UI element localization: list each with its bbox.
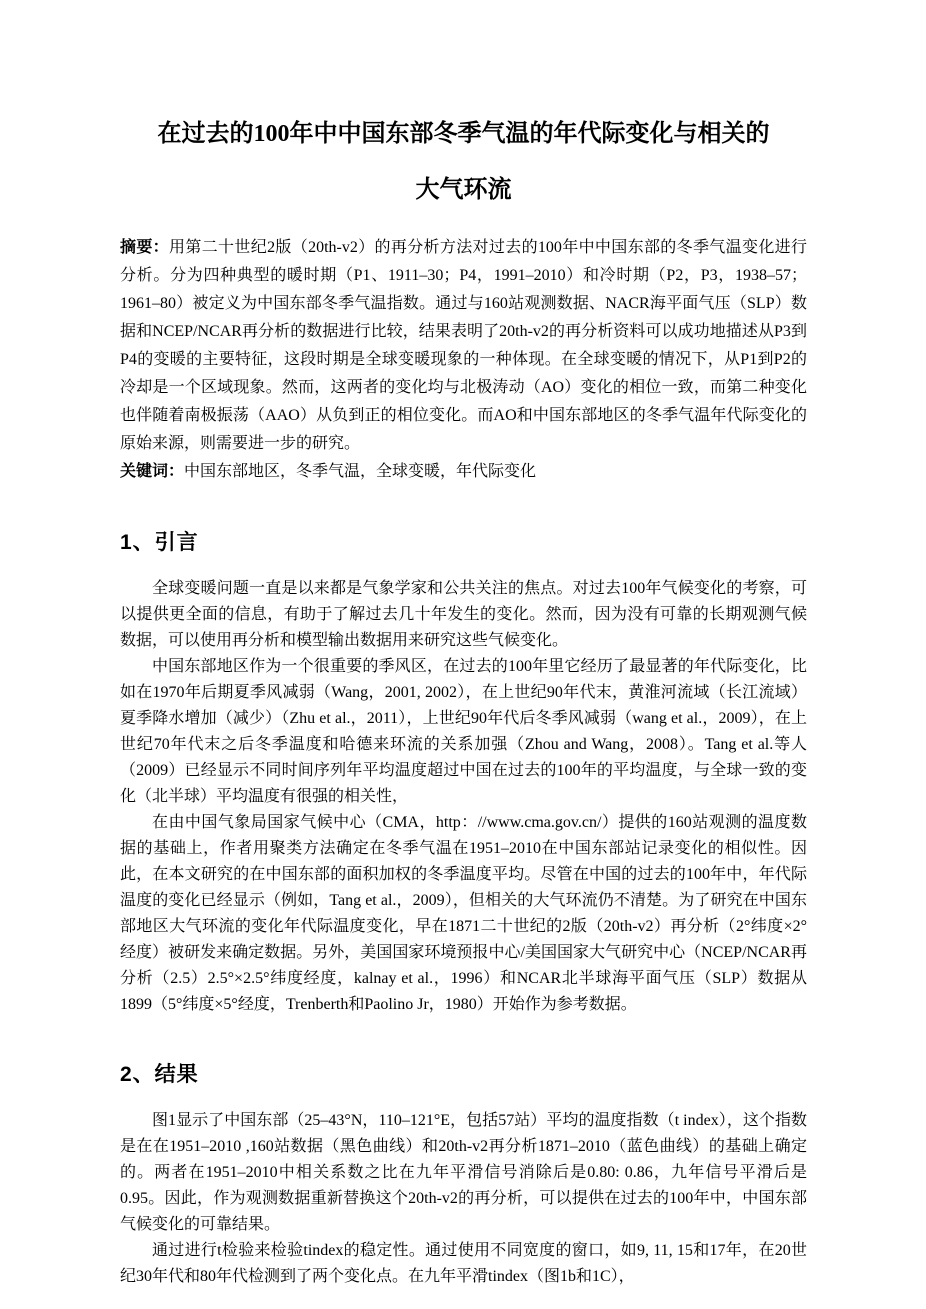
introduction-paragraph-1: 全球变暖问题一直是以来都是气象学家和公共关注的焦点。对过去100年气候变化的考察，可以提供更全面的信息，有助于了解过去几十年发生的变化。然而，因为没有可靠的长期观测气候数据，可以使用再分析和模型输出数据用来研究这些气候变化。 bbox=[120, 580, 807, 649]
abstract-label: 摘要： bbox=[120, 239, 170, 256]
keywords-label: 关键词： bbox=[120, 463, 185, 480]
results-paragraph-1: 图1显示了中国东部（25–43°N，110–121°E，包括57站）平均的温度指数（t index），这个指数是在在1951–2010 ,160站数据（黑色曲线）和20th-v2再分析1871–2010（蓝色曲线）的基础上确定的。两者在1951–2010中相关系数之比在九年平滑信号消除后是0.80: 0.86，九年信号平滑后是0.95。因此，作为观测数据重新替换这个20th-v2的再分析，可以提供在过去的100年中，中国东部气候变化的可靠结果。 bbox=[120, 1112, 807, 1233]
introduction-paragraph-2: 中国东部地区作为一个很重要的季风区，在过去的100年里它经历了最显著的年代际变化，比如在1970年后期夏季风减弱（Wang，2001, 2002），在上世纪90年代末，黄淮河流域（长江流域）夏季降水增加（减少）（Zhu et al.，2011），上世纪90年代后冬季风减弱（wang et al.，2009），在上世纪70年代末之后冬季温度和哈德来环流的关系加强（Zhou and Wang，2008）。Tang et al.等人（2009）已经显示不同时间序列年平均温度超过中国在过去的100年的平均温度，与全球一致的变化（北半球）平均温度有很强的相关性， bbox=[120, 658, 807, 805]
section-heading-results: 2、结果 bbox=[120, 1063, 199, 1086]
abstract-paragraph bbox=[120, 234, 807, 458]
paper-title-line2: 大气环流 bbox=[415, 177, 512, 203]
paper-title bbox=[120, 106, 807, 218]
results-paragraph-2: 通过进行t检验来检验tindex的稳定性。通过使用不同宽度的窗口，如9, 11, 15和17年，在20世纪30年代和80年代检测到了两个变化点。在九年平滑tindex（图1b和1C）， bbox=[120, 1242, 807, 1285]
keywords-text: 中国东部地区，冬季气温，全球变暖，年代际变化 bbox=[184, 463, 537, 480]
keywords-line bbox=[120, 458, 807, 486]
introduction-paragraph-3: 在由中国气象局国家气候中心（CMA，http：//www.cma.gov.cn/）提供的160站观测的温度数据的基础上，作者用聚类方法确定在冬季气温在1951–2010在中国东部站记录变化的相似性。因此，在本文研究的在中国东部的面积加权的冬季温度平均。尽管在中国的过去的100年中，年代际温度的变化已经显示（例如，Tang et al.，2009），但相关的大气环流仍不清楚。为了研究在中国东部地区大气环流的变化年代际温度变化，早在1871二十世纪的2版（20th-v2）再分析（2°纬度×2°经度）被研发来确定数据。另外，美国国家环境预报中心/美国国家大气研究中心（NCEP/NCAR再分析（2.5）2.5°×2.5°纬度经度，kalnay et al.，1996）和NCAR北半球海平面气压（SLP）数据从1899（5°纬度×5°经度，Trenberth和Paolino Jr，1980）开始作为参考数据。 bbox=[120, 814, 807, 1013]
section-heading-introduction: 1、引言 bbox=[120, 531, 199, 554]
abstract-text: 用第二十世纪2版（20th-v2）的再分析方法对过去的100年中中国东部的冬季气温变化进行分析。分为四种典型的暖时期（P1、1911–30；P4，1991–2010）和冷时期（P2，P3，1938–57；1961–80）被定义为中国东部冬季气温指数。通过与160站观测数据、NACR海平面气压（SLP）数据和NCEP/NCAR再分析的数据进行比较，结果表明了20th-v2的再分析资料可以成功地描述从P3到P4的变暖的主要特征，这段时期是全球变暖现象的一种体现。在全球变暖的情况下，从P1到P2的冷却是一个区域现象。然而，这两者的变化均与北极涛动（AO）变化的相位一致，而第二种变化也伴随着南极振荡（AAO）从负到正的相位变化。而AO和中国东部地区的冬季气温年代际变化的原始来源，则需要进一步的研究。 bbox=[120, 239, 807, 452]
paper-title-line1: 在过去的100年中中国东部冬季气温的年代际变化与相关的 bbox=[157, 121, 770, 147]
